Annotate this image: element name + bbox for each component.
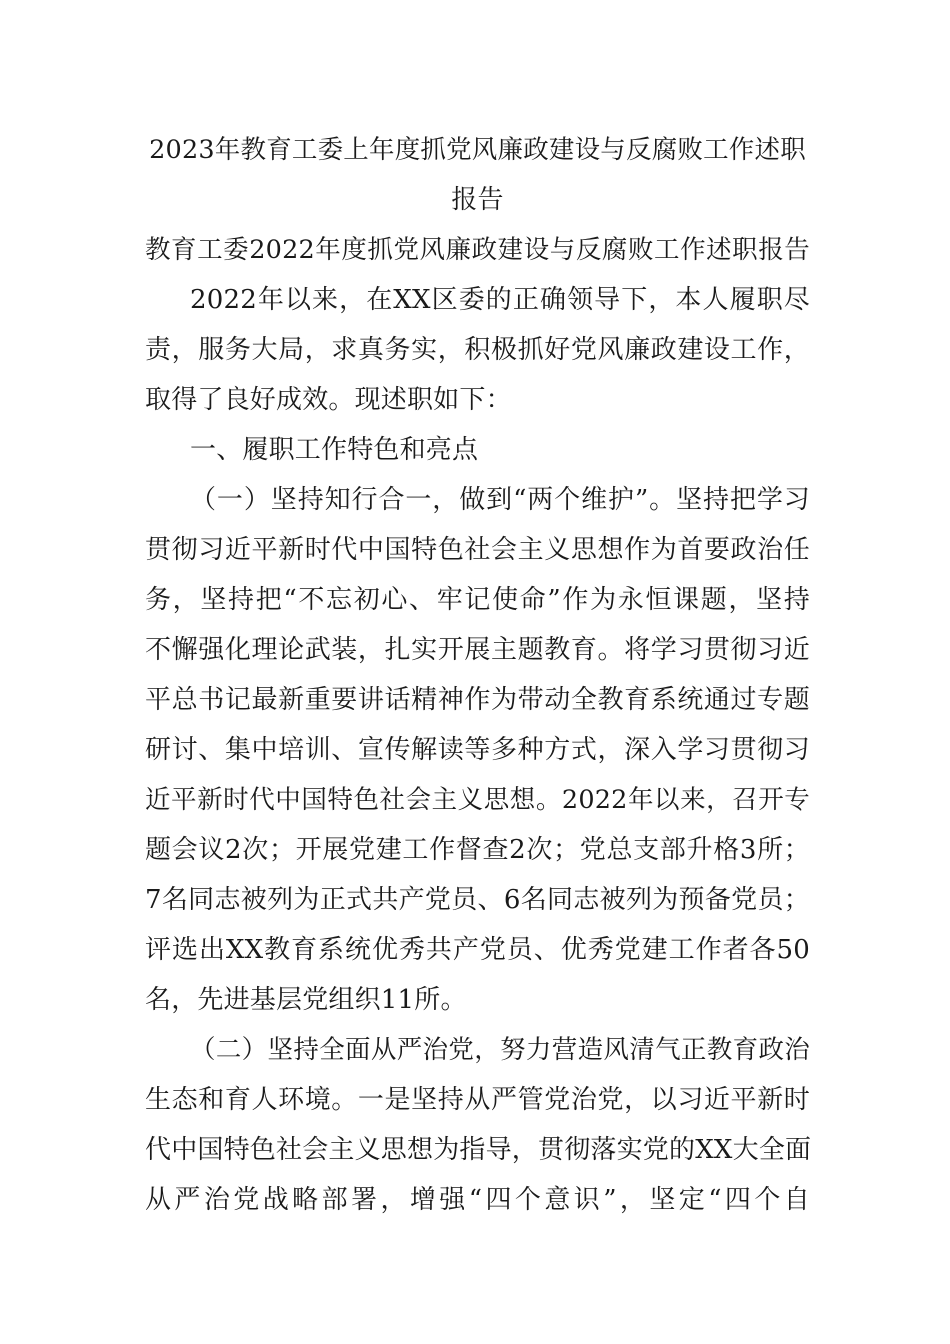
paragraph-line: 责，服务大局，求真务实，积极抓好党风廉政建设工作， bbox=[145, 335, 810, 365]
paragraph-line: 贯彻习近平新时代中国特色社会主义思想作为首要政治任 bbox=[145, 535, 810, 565]
paragraph-line: 取得了良好成效。现述职如下： bbox=[145, 385, 512, 415]
paragraph-line: 生态和育人环境。一是坚持从严管党治党，以习近平新时 bbox=[145, 1085, 810, 1115]
paragraph-line: 研讨、集中培训、宣传解读等多种方式，深入学习贯彻习 bbox=[145, 735, 810, 765]
paragraph-line: （二）坚持全面从严治党，努力营造风清气正教育政治 bbox=[190, 1035, 810, 1065]
paragraph-line: 务，坚持把“不忘初心、牢记使命”作为永恒课题，坚持 bbox=[145, 585, 810, 615]
paragraph-line: 评选出XX教育系统优秀共产党员、优秀党建工作者各50 bbox=[145, 935, 810, 965]
paragraph-line: 题会议2次；开展党建工作督查2次；党总支部升格3所； bbox=[145, 835, 810, 865]
paragraph-line: 名，先进基层党组织11所。 bbox=[145, 985, 467, 1015]
paragraph-line: 近平新时代中国特色社会主义思想。2022年以来，召开专 bbox=[145, 785, 810, 815]
paragraph-line: 代中国特色社会主义思想为指导，贯彻落实党的XX大全面 bbox=[145, 1135, 812, 1165]
paragraph-line: 2022年以来，在XX区委的正确领导下，本人履职尽 bbox=[190, 285, 810, 315]
paragraph-line: 平总书记最新重要讲话精神作为带动全教育系统通过专题 bbox=[145, 685, 810, 715]
paragraph-line: 从严治党战略部署，增强“四个意识”，坚定“四个自 bbox=[145, 1185, 810, 1215]
paragraph-line: 7名同志被列为正式共产党员、6名同志被列为预备党员； bbox=[145, 885, 810, 915]
paragraph-line: （一）坚持知行合一，做到“两个维护”。坚持把学习 bbox=[190, 485, 810, 515]
document-title-line-2: 报告 bbox=[451, 185, 504, 215]
section-heading: 一、履职工作特色和亮点 bbox=[190, 435, 479, 465]
document-title-line-1: 2023年教育工委上年度抓党风廉政建设与反腐败工作述职 bbox=[149, 135, 806, 165]
document-subtitle: 教育工委2022年度抓党风廉政建设与反腐败工作述职报告 bbox=[145, 235, 810, 265]
paragraph-line: 不懈强化理论武装，扎实开展主题教育。将学习贯彻习近 bbox=[145, 635, 810, 665]
